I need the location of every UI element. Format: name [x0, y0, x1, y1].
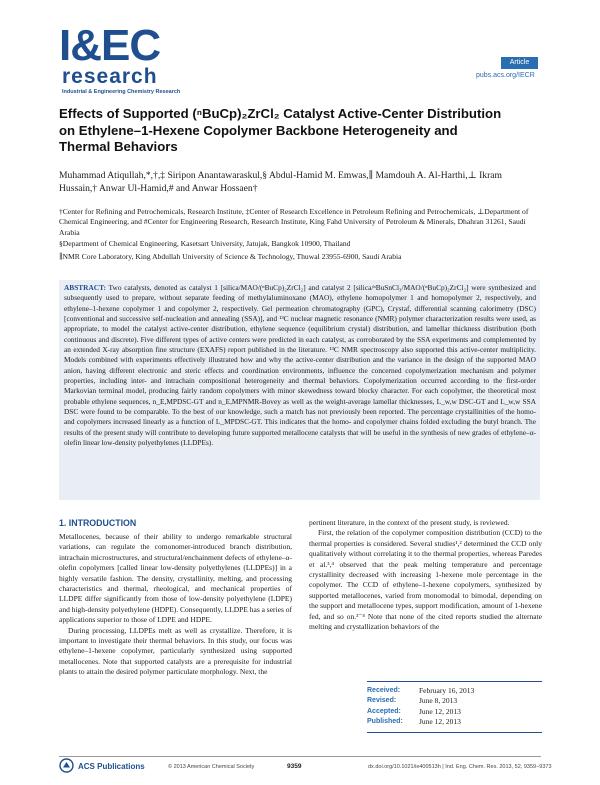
body-paragraph: During processing, LLDPEs melt as well as crystallize. Therefore, it is important to investigate their thermal behaviors. In this study, our focus was ethylene–1-hexene copolymer, particularly synthesized using supported metallocenes. Note that supported catalysts are a prerequisite for industrial plants to attain the desired polymer particulate morphology. Next, the	[59, 625, 292, 677]
date-label: Accepted:	[367, 707, 401, 715]
date-row-published	[367, 717, 542, 727]
journal-url-link[interactable]: pubs.acs.org/IECR	[476, 72, 535, 79]
publisher-name: ACS Publications	[78, 762, 145, 771]
author-list: Muhammad Atiqullah,*,†,‡ Siripon Anantawaraskul,§ Abdul-Hamid M. Emwas,∥ Mamdouh A. Al-Harthi,⊥ Ikram Hussain,† Anwar Ul-Hamid,# and Anwar Hossaen†	[59, 170, 502, 194]
date-row-accepted	[367, 707, 542, 717]
date-label: Revised:	[367, 697, 397, 705]
date-value: June 12, 2013	[419, 717, 461, 727]
journal-logo: I&EC	[59, 21, 161, 70]
section-heading-introduction: 1. INTRODUCTION	[59, 518, 137, 528]
article-type-badge: Article	[501, 57, 538, 69]
body-paragraph: pertinent literature, in the context of the present study, is reviewed.	[309, 518, 510, 527]
copyright-notice: © 2013 American Chemical Society	[168, 764, 255, 770]
date-row-received	[367, 686, 542, 696]
footer-divider	[59, 756, 541, 757]
publication-dates	[367, 681, 542, 733]
acs-logo-icon	[59, 758, 74, 773]
right-column	[309, 518, 542, 632]
abstract-label: ABSTRACT:	[64, 283, 106, 292]
date-row-revised	[367, 696, 542, 706]
date-value: June 8, 2013	[419, 696, 458, 706]
date-value: February 16, 2013	[419, 686, 475, 695]
date-label: Published:	[367, 718, 403, 726]
body-paragraph: First, the relation of the copolymer composition distribution (CCD) to the thermal properties is considered. Several studies¹,² determined the CCD only qualitatively without correlating it to the thermal properties, whereas Paredes et al.³,⁴ observed that the peak melting temperature and percentage crystallinity decreased with increasing 1-hexene mole percentage in the copolymer. The CCD of ethylene–1-hexene copolymers, synthesized by supported metallocenes, varied from monomodal to bimodal, depending on the support and metallocene types, support modification, amount of 1-hexene fed, and so on.³⁻⁴ Note that none of the cited reports studied the alternate melting and crystallization behaviors of the	[309, 528, 542, 632]
page-number: 9359	[287, 763, 302, 770]
affiliation-1: †Center for Refining and Petrochemicals, Research Institute, ‡Center of Research Excellence in Petroleum Refining and Petrochemicals, ⊥Department of Chemical Engineering, and #Center for Engineering Research, Research Institute, King Fahd University of Petroleum & Minerals, Dhahran 31261, Saudi Arabia	[59, 207, 529, 237]
affiliation-3: ∥NMR Core Laboratory, King Abdullah University of Science & Technology, Thuwal 23955-6900, Saudi Arabia	[59, 252, 402, 261]
journal-logo-subtitle: Industrial & Engineering Chemistry Research	[62, 89, 181, 95]
abstract-text: Two catalysts, denoted as catalyst 1 [silica/MAO/(ⁿBuCp)₂ZrCl₂] and catalyst 2 [silica/ⁿBuSnCl₃/MAO/(ⁿBuCp)₂ZrCl₂] were synthesized and subsequently used to prepare, without separate feeding of methylaluminoxane (MAO), ethylene homopolymer 1 and homopolymer 2, respectively, and ethylene–1-hexene copolymer 1 and copolymer 2, respectively. Gel permeation chromatography (GPC), Crystaf, differential scanning calorimetry (DSC) [conventional and successive self-nucleation and annealing (SSA)], and ¹³C nuclear magnetic resonance (NMR) polymer characterization results were used, as appropriate, to model the catalyst active-center distribution, ethylene sequence (equilibrium crystal) distribution, and lamellar thickness distribution (both continuous and discrete). Five different types of active centers were predicted in each catalyst, as corroborated by the SSA experiments and complemented by an extended X-ray absorption fine structure (EXAFS) report published in the literature. ¹³C NMR spectroscopy also supported this active-center multiplicity. Models combined with experiments effectively illustrated how and why the active-center distribution and the variance in the design of the supported MAO anion, having different electronic and steric effects and coordination environments, influence the concerned copolymerization mechanism and polymer properties, including inter- and intrachain compositional heterogeneity and thermal behaviors. Copolymerization occurred according to the first-order Markovian terminal model, producing fairly random copolymers with minor skewedness toward blocky character. For each copolymer, the theoretical most probable ethylene sequences, n_E,MPDSC-GT and n_E,MPNMR-Bovey as well as the weight-average lamellar thicknesses, L_w,w DSC-GT and L_w,w SSA DSC were found to be comparable. To the best of our knowledge, such a match has not previously been reported. The percentage crystallinities of the homo- and copolymers increased linearly as a function of L_MPDSC-GT. This indicates that the homo- and copolymer chains folded excluding the butyl branch. The results of the present study will contribute to developing future supported metallocene catalysts that will be useful in the synthesis of new grades of ethylene–α-olefin linear low-density polyethylenes (LLDPEs).	[64, 283, 536, 448]
date-value: June 12, 2013	[419, 706, 461, 716]
body-paragraph: Metallocenes, because of their ability to undergo remarkable structural variations, can regulate the comonomer-introduced branch distribution, intrachain microstructures, and structural/enchainment defects of ethylene–α-olefin copolymers [called linear low-density polyethylenes (LLDPEs)] in a highly versatile fashion. The density, crystallinity, melting, and processing characteristics and thermal, rheological, and mechanical properties of LLDPE differ significantly from those of low-density polyethylene (LDPE) and high-density polyethylene (HDPE). Consequently, LLDPE has a series of applications superior to those of LDPE and HDPE.	[59, 532, 293, 625]
date-label: Received:	[367, 687, 401, 694]
doi-citation-link[interactable]: dx.doi.org/10.1021/ie400513h | Ind. Eng. Chem. Res. 2013, 52, 9359−9373	[368, 764, 552, 770]
article-title: Effects of Supported (ⁿBuCp)₂ZrCl₂ Catalyst Active-Center Distribution on Ethylene–1-Hexene Copolymer Backbone Heterogeneity and Thermal Behaviors	[59, 106, 502, 154]
journal-logo-research: research	[62, 65, 158, 88]
abstract	[64, 283, 536, 449]
left-column	[59, 532, 292, 678]
affiliation-2: §Department of Chemical Engineering, Kasetsart University, Jatujak, Bangkok 10900, Thailand	[59, 239, 351, 248]
